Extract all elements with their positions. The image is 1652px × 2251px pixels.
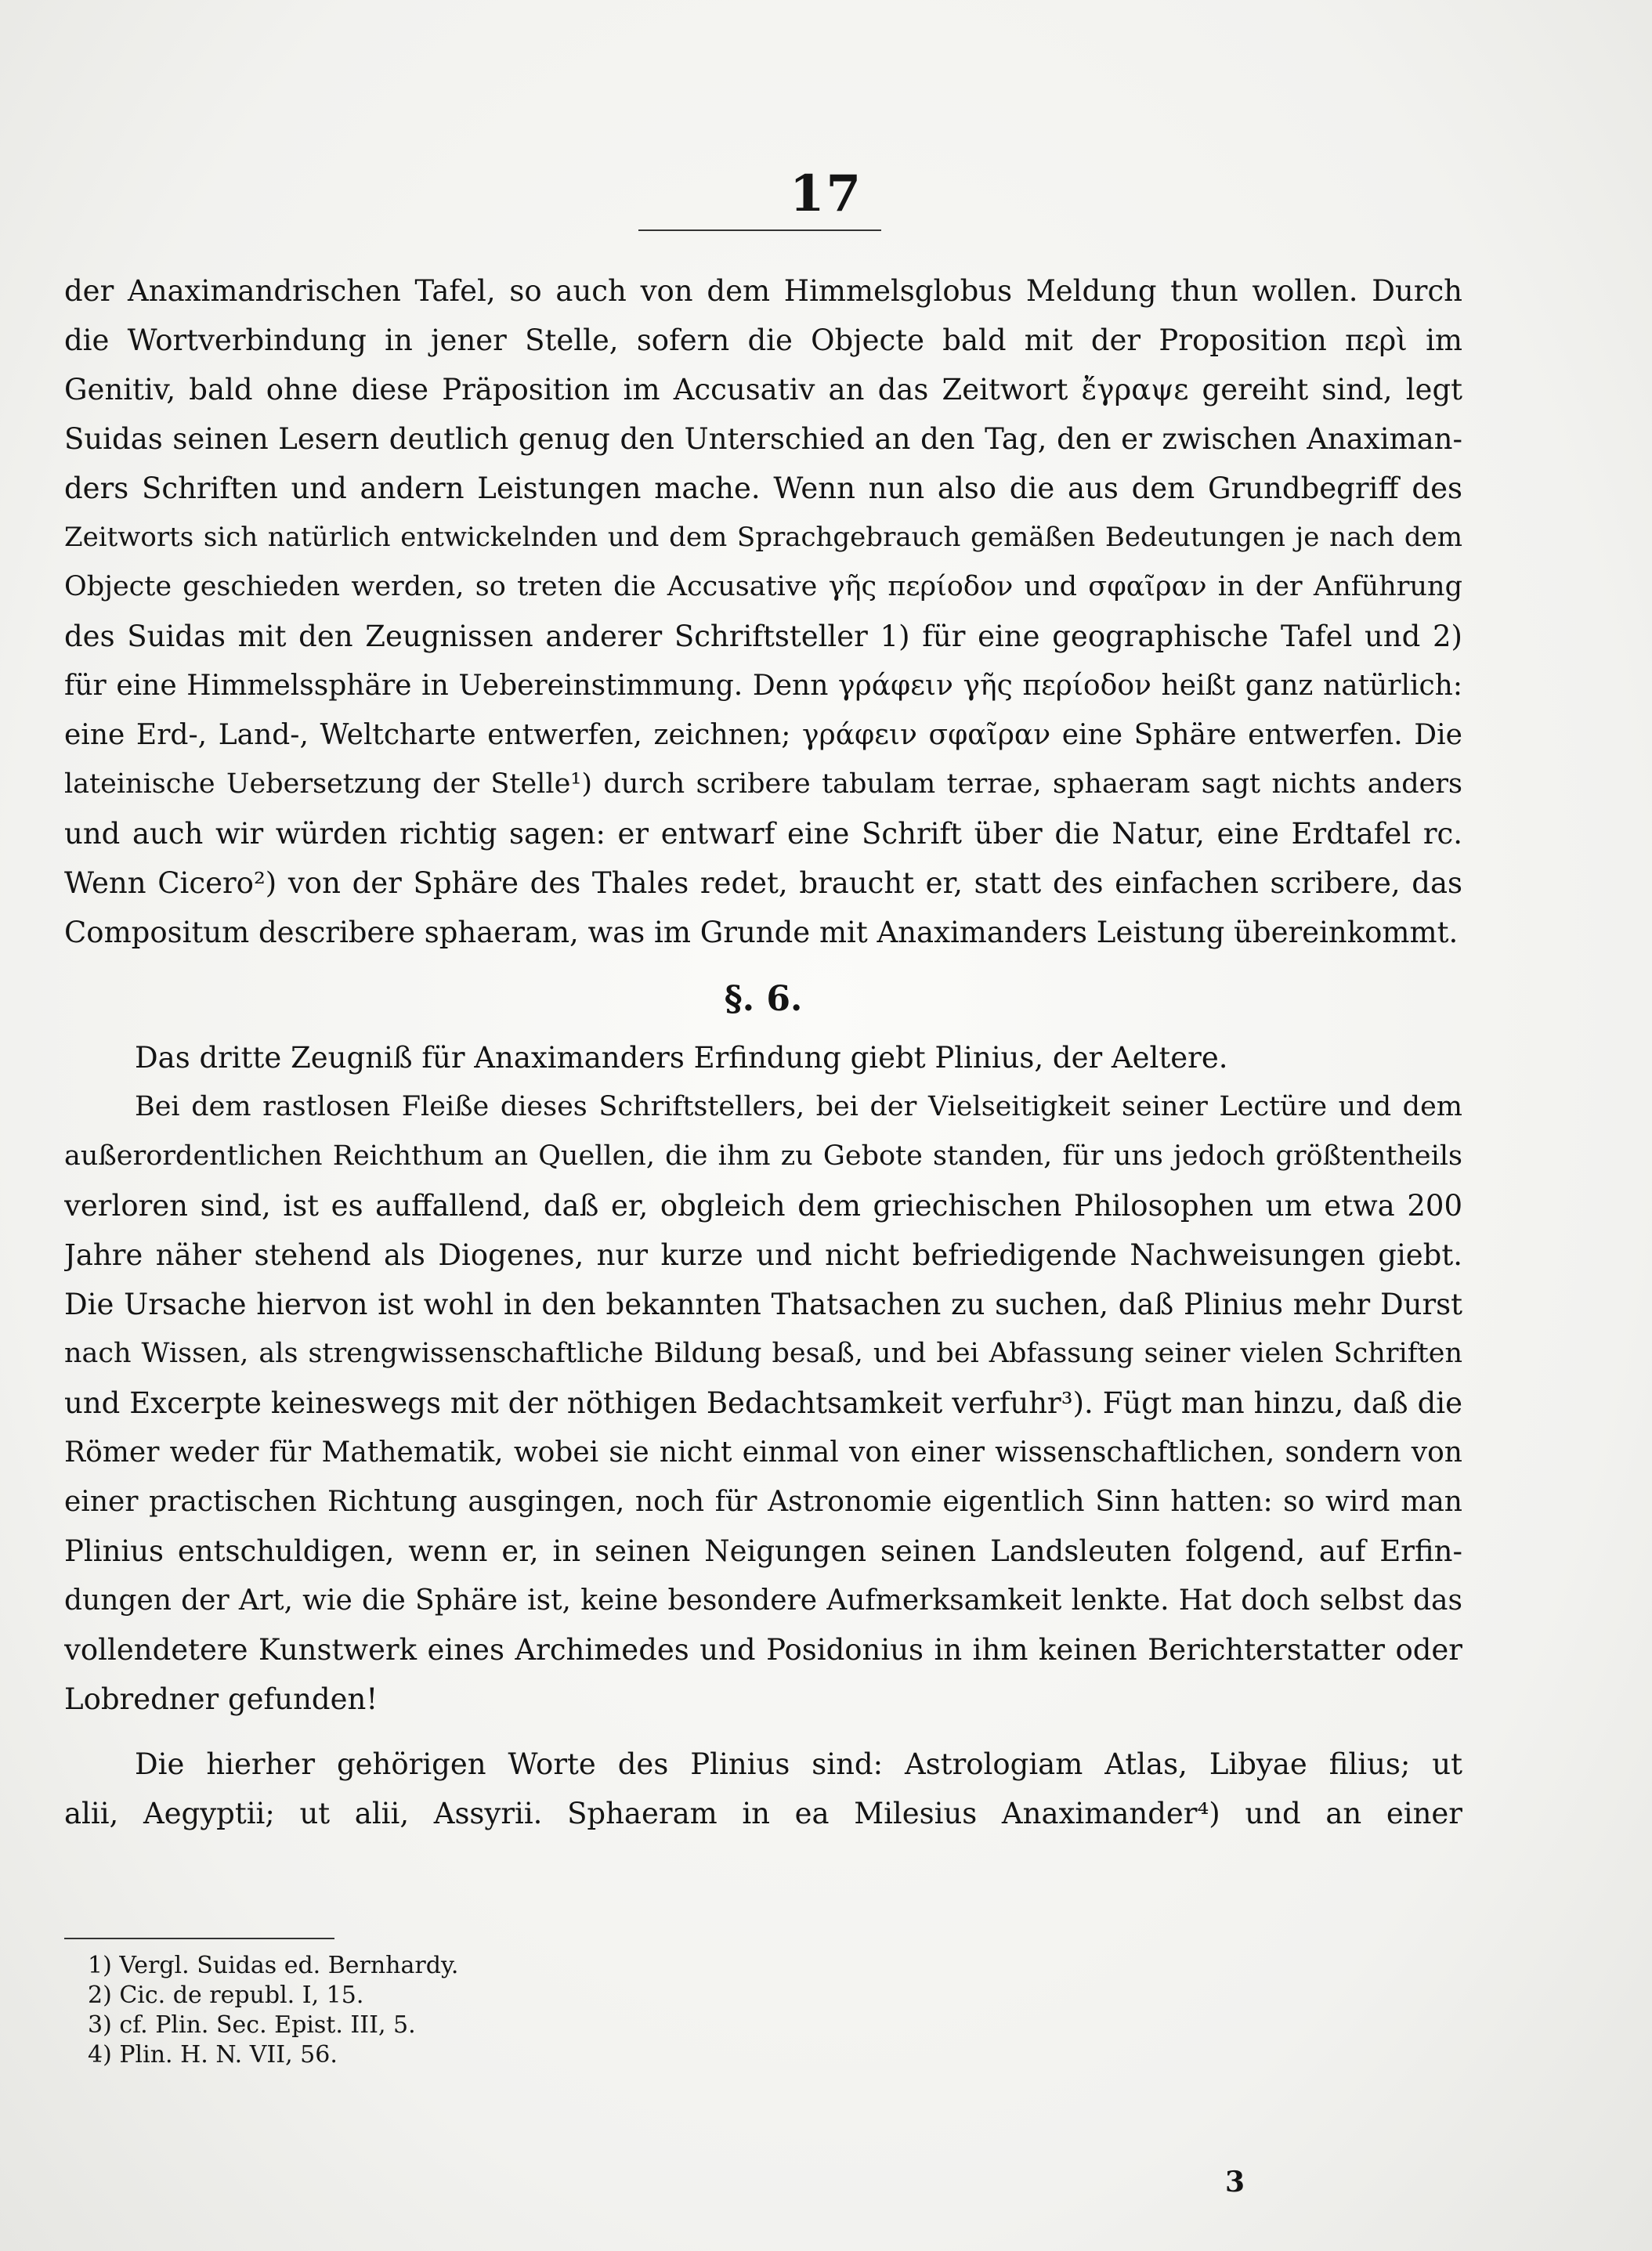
text-line: Genitiv, bald ohne diese Präposition im Accusativ an das Zeitwort ἔγραψε gereiht sind, legt bbox=[64, 373, 1462, 406]
text-line: Die hierher gehörigen Worte des Plinius sind: Astrologiam Atlas, Libyae filius; ut bbox=[135, 1747, 1462, 1781]
text-line: Bei dem rastlosen Fleiße dieses Schriftstellers, bei der Vielseitigkeit seiner Lectüre und dem bbox=[135, 1091, 1462, 1122]
text-line: Compositum describere sphaeram, was im Grunde mit Anaximanders Leistung übereinkommt. bbox=[64, 916, 1459, 949]
text-line: verloren sind, ist es auffallend, daß er, obgleich dem griechischen Philosophen um etwa 200 bbox=[64, 1189, 1462, 1223]
text-line: und Excerpte keineswegs mit der nöthigen Bedachtsamkeit verfuhr³). Fügt man hinzu, daß die bbox=[64, 1386, 1462, 1420]
text-line: und auch wir würden richtig sagen: er entwarf eine Schrift über die Natur, eine Erdtafel rc. bbox=[64, 817, 1462, 851]
text-line: lateinische Uebersetzung der Stelle¹) durch scribere tabulam terrae, sphaeram sagt nichts anders bbox=[64, 768, 1462, 800]
text-line: Plinius entschuldigen, wenn er, in seinen Neigungen seinen Landsleuten folgend, auf Erfin- bbox=[64, 1534, 1462, 1568]
text-line: des Suidas mit den Zeugnissen anderer Schriftsteller 1) für eine geographische Tafel und 2) bbox=[64, 620, 1462, 653]
page-number: 17 bbox=[789, 164, 863, 223]
paragraph-3 bbox=[64, 1082, 1462, 1724]
text-line: Römer weder für Mathematik, wobei sie nicht einmal von einer wissenschaftlichen, sondern von bbox=[64, 1436, 1462, 1469]
text-line: Wenn Cicero²) von der Sphäre des Thales redet, braucht er, statt des einfachen scribere, das bbox=[64, 866, 1462, 900]
footnote: 3) cf. Plin. Sec. Epist. III, 5. bbox=[88, 2011, 416, 2039]
text-line: Suidas seinen Lesern deutlich genug den Unterschied an den Tag, den er zwischen Anaximan- bbox=[64, 422, 1462, 456]
paragraph-4 bbox=[64, 1740, 1462, 1838]
text-line: alii, Aegyptii; ut alii, Assyrii. Sphaeram in ea Milesius Anaximander⁴) und an einer bbox=[64, 1797, 1462, 1830]
text-line: Lobredner gefunden! bbox=[64, 1682, 378, 1716]
paragraph-spacer bbox=[64, 1724, 1462, 1740]
section-heading: §. 6. bbox=[724, 979, 803, 1019]
text-line: nach Wissen, als strengwissenschaftliche Bildung besaß, und bei Abfassung seiner vielen Schriften bbox=[64, 1338, 1462, 1369]
text-line: Das dritte Zeugniß für Anaximanders Erfindung giebt Plinius, der Aeltere. bbox=[135, 1041, 1228, 1075]
text-line: Die Ursache hiervon ist wohl in den bekannten Thatsachen zu suchen, daß Plinius mehr Durst bbox=[64, 1288, 1462, 1321]
text-line: Jahre näher stehend als Diogenes, nur kurze und nicht befriedigende Nachweisungen giebt. bbox=[64, 1238, 1462, 1272]
body-text bbox=[64, 266, 1462, 1838]
printer-signature: 3 bbox=[1224, 2166, 1245, 2199]
text-line: die Wortverbindung in jener Stelle, sofern die Objecte bald mit der Proposition περὶ im bbox=[64, 323, 1462, 357]
footnote: 4) Plin. H. N. VII, 56. bbox=[88, 2041, 338, 2069]
footnotes bbox=[88, 1951, 636, 2070]
text-line: Objecte geschieden werden, so treten die Accusative γῆς περίοδον und σφαῖραν in der Anführung bbox=[64, 571, 1462, 602]
text-line: der Anaximandrischen Tafel, so auch von dem Himmelsglobus Meldung thun wollen. Durch bbox=[64, 274, 1462, 308]
text-line: vollendetere Kunstwerk eines Archimedes und Posidonius in ihm keinen Berichterstatter oder bbox=[64, 1633, 1462, 1667]
paragraph-1 bbox=[64, 266, 1462, 957]
text-line: für eine Himmelssphäre in Uebereinstimmung. Denn γράφειν γῆς περίοδον heißt ganz natürlich: bbox=[64, 670, 1462, 702]
footnote: 1) Vergl. Suidas ed. Bernhardy. bbox=[88, 1952, 459, 1979]
text-line: dungen der Art, wie die Sphäre ist, keine besondere Aufmerksamkeit lenkte. Hat doch selbst das bbox=[64, 1584, 1462, 1617]
footnote: 2) Cic. de republ. I, 15. bbox=[88, 1982, 364, 2009]
footnote-rule bbox=[64, 1938, 334, 1939]
text-line: einer practischen Richtung ausgingen, noch für Astronomie eigentlich Sinn hatten: so wird man bbox=[64, 1486, 1462, 1518]
paragraph-2 bbox=[64, 1033, 1462, 1082]
page-number-rule bbox=[638, 229, 881, 231]
text-line: eine Erd-, Land-, Weltcharte entwerfen, zeichnen; γράφειν σφαῖραν eine Sphäre entwerfen. Die bbox=[64, 719, 1462, 751]
text-line: Zeitworts sich natürlich entwickelnden und dem Sprachgebrauch gemäßen Bedeutungen je nach dem bbox=[64, 522, 1462, 553]
text-line: außerordentlichen Reichthum an Quellen, die ihm zu Gebote standen, für uns jedoch größtentheils bbox=[64, 1140, 1462, 1172]
text-line: ders Schriften und andern Leistungen mache. Wenn nun also die aus dem Grundbegriff des bbox=[64, 472, 1462, 505]
